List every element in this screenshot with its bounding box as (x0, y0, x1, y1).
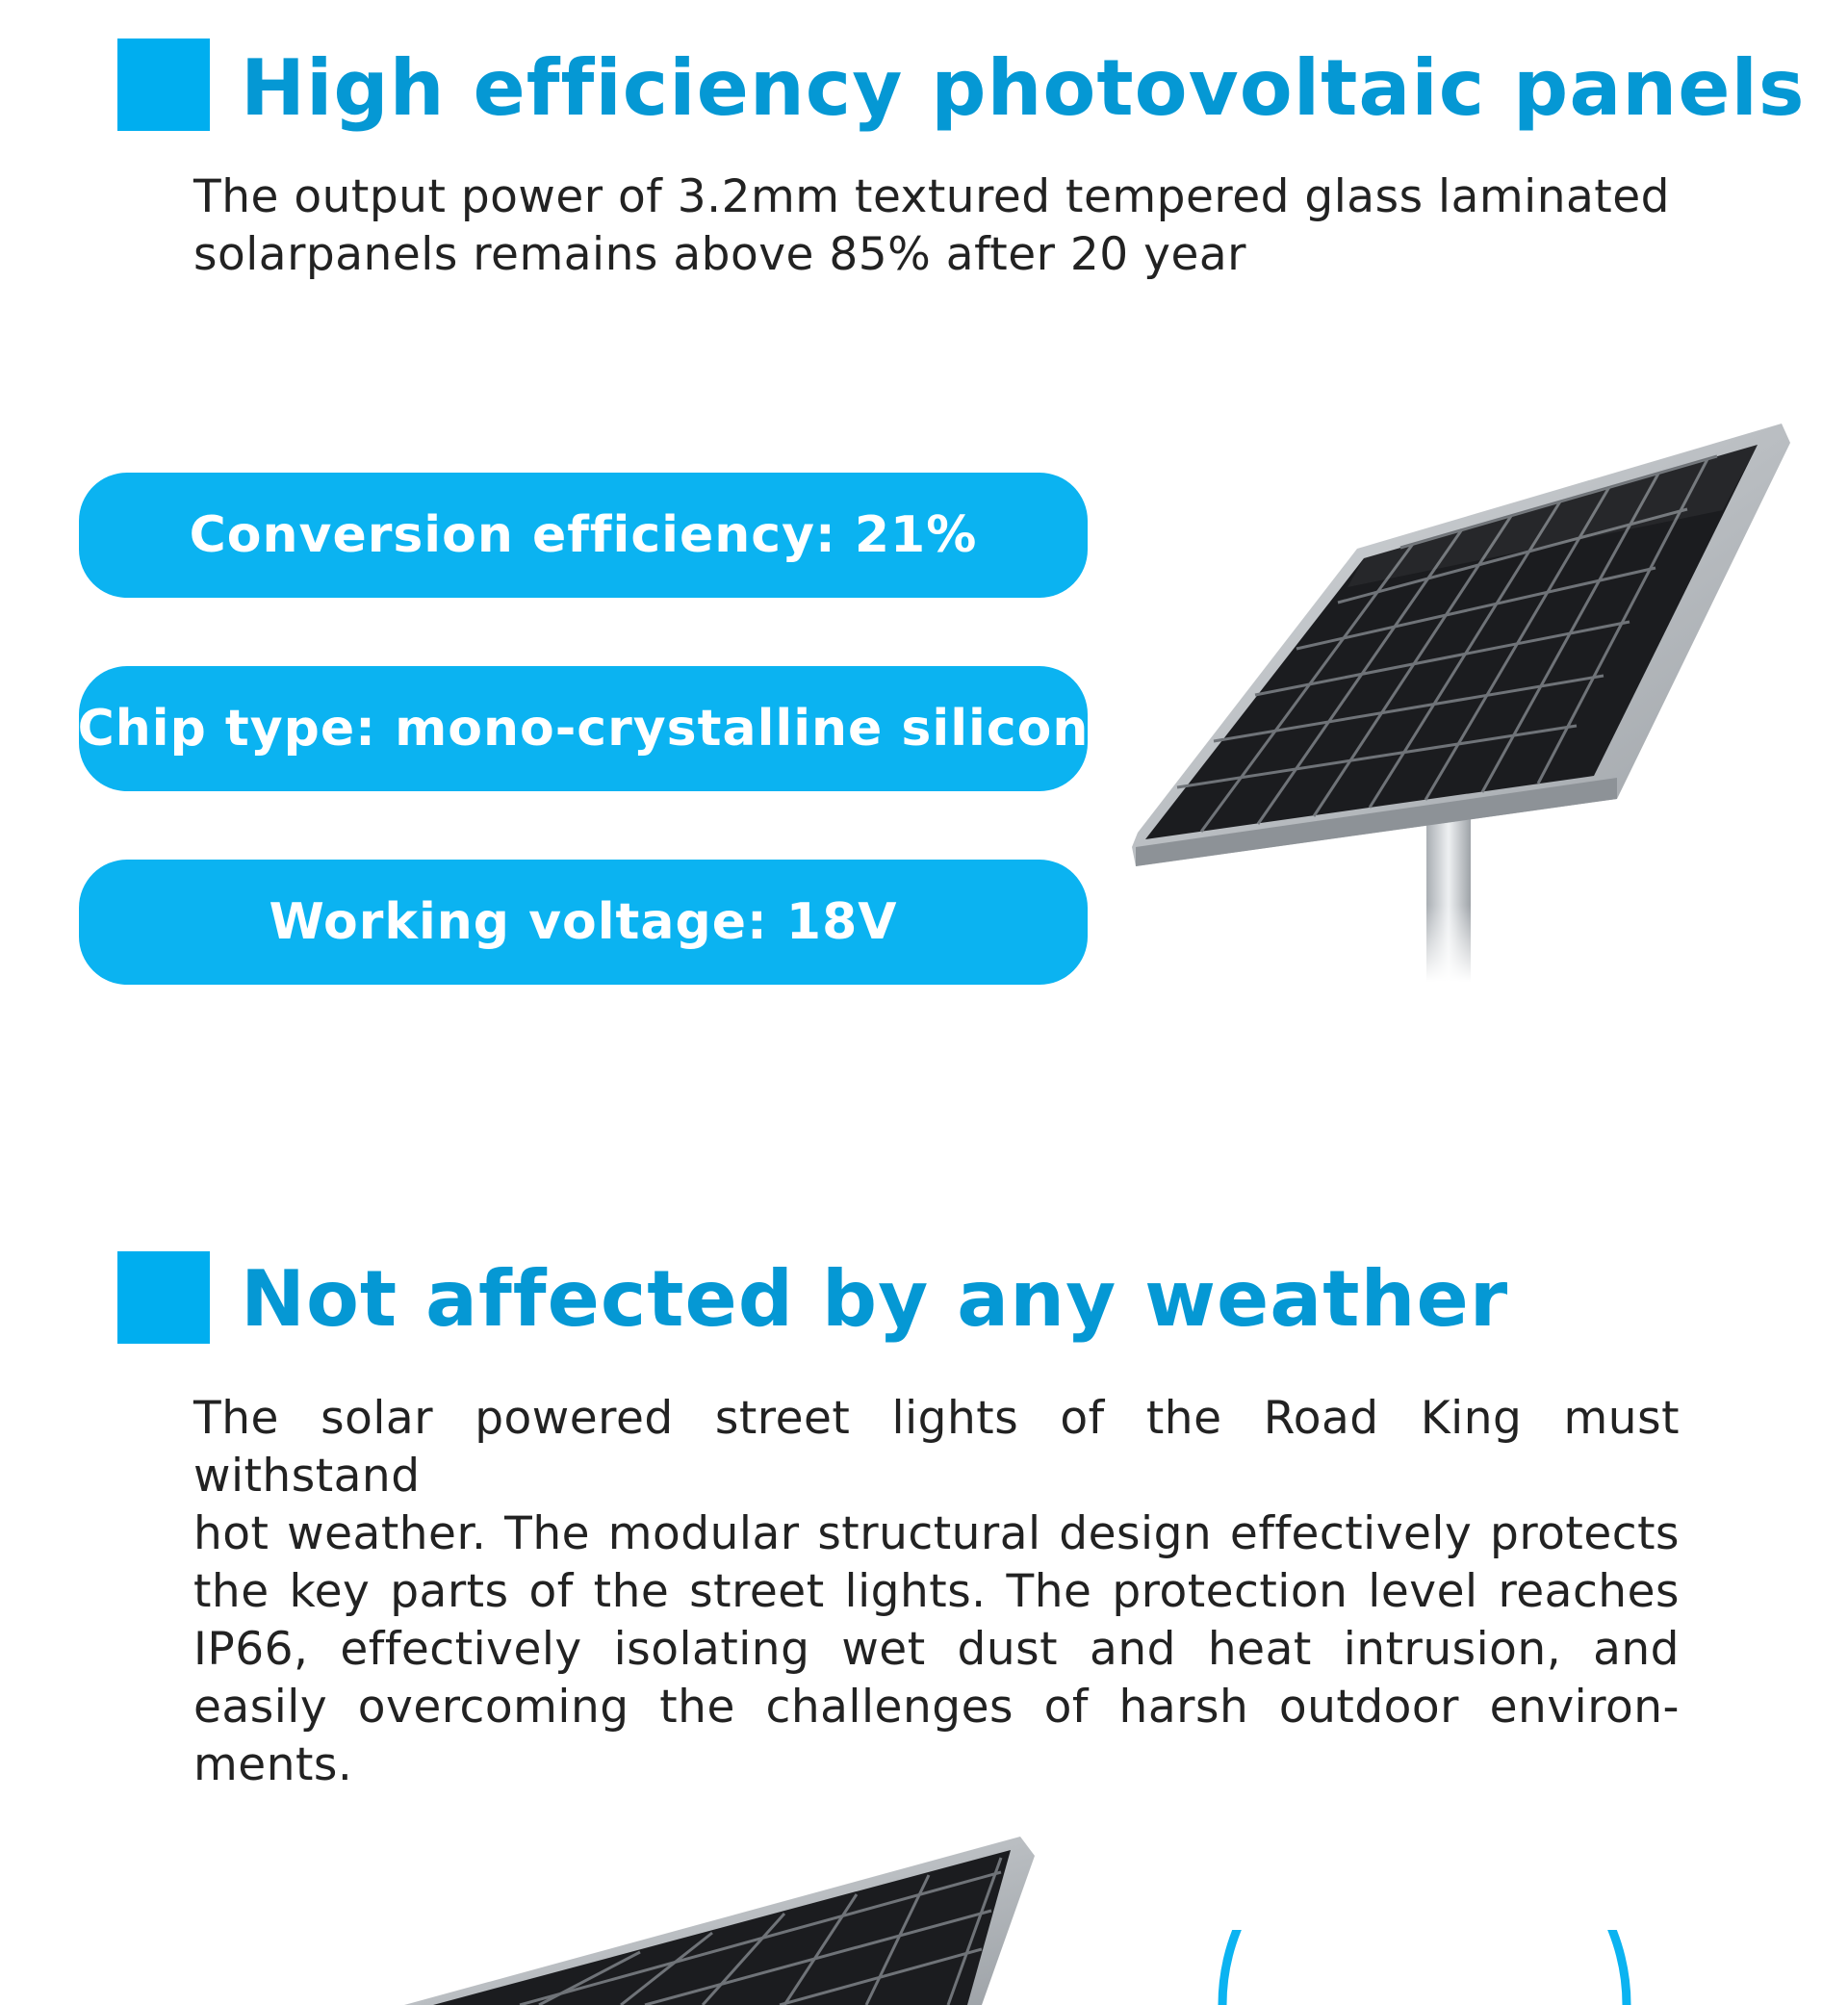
feature-pill-voltage: Working voltage: 18V (79, 860, 1088, 985)
feature-pill-efficiency: Conversion efficiency: 21% (79, 473, 1088, 598)
section-description (193, 168, 1683, 284)
description-line: solarpanels remains above 85% after 20 year (193, 228, 1247, 281)
description-line: IP66, effectively isolating wet dust and heat intrusion, and (193, 1623, 1680, 1676)
description-line: ments. (193, 1738, 353, 1791)
solar-panel-icon (404, 1829, 1040, 2005)
section-description (193, 1390, 1680, 1794)
description-line: The solar powered street lights of the Road King must withstand (193, 1392, 1680, 1503)
description-line: The output power of 3.2mm textured tempered glass laminated (193, 170, 1670, 223)
description-line: the key parts of the street lights. The protection level reaches (193, 1565, 1680, 1618)
heading-accent-square (117, 1251, 210, 1344)
circle-outline-decoration (1203, 1930, 1646, 2005)
description-line: easily overcoming the challenges of harsh outdoor environ- (193, 1681, 1680, 1734)
heading-accent-square (117, 39, 210, 131)
description-line: hot weather. The modular structural design effectively protects (193, 1507, 1680, 1560)
solar-panel-icon (1126, 424, 1800, 982)
feature-pill-chip-type: Chip type: mono-crystalline silicon (79, 666, 1088, 791)
section-title: Not affected by any weather (241, 1254, 1509, 1344)
section-title: High efficiency photovoltaic panels (241, 43, 1806, 133)
